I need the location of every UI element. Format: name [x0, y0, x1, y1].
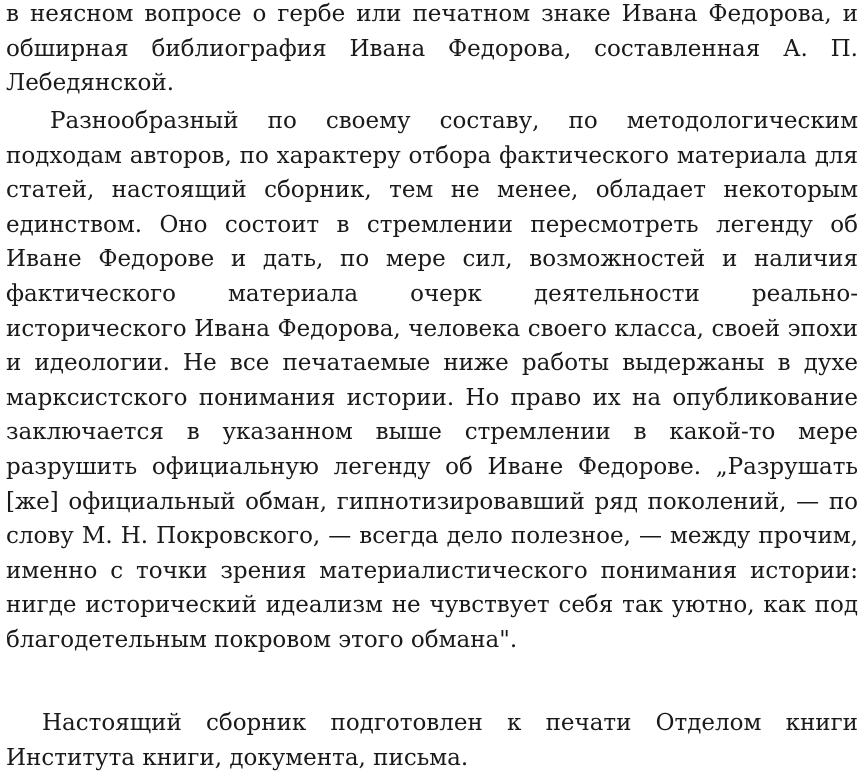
paragraph-collection-description: Разнообразный по своему составу, по методологическим подходам авторов, по характеру отбора фактического материала для статей, настоящий сборник, тем не менее, обладает некоторым единством. Оно состоит в стремлении пересмотреть легенду об Иване Федорове и дать, по мере сил, возможностей и наличия фактического материала очерк деятельности реально-исторического Ивана Федорова, человека своего класса, своей эпохи и идеологии. Не все печатаемые ниже работы выдержаны в духе марксистского понимания истории. Но право их на опубликование заключается в указанном выше стремлении в какой-то мере разрушить официальную легенду об Иване Федорове. „Разрушать [же] официальный обман, гипнотизировавший ряд поколений, — по слову М. Н. Покровского, — всегда дело полезное, — между прочим, именно с точки зрения материалистического понимания истории: нигде исторический идеализм не чувствует себя так уютно, как под благодетельным покровом этого обмана". [6, 108, 858, 653]
paragraph-preparation-note: Настоящий сборник подготовлен к печати Отделом книги Института книги, документа, письма. [6, 710, 858, 771]
paragraph-continuation: в неясном вопросе о гербе или печатном знаке Ивана Федорова, и обширная библиография Ивана Федорова, составленная А. П. Лебедянской. [6, 1, 858, 97]
